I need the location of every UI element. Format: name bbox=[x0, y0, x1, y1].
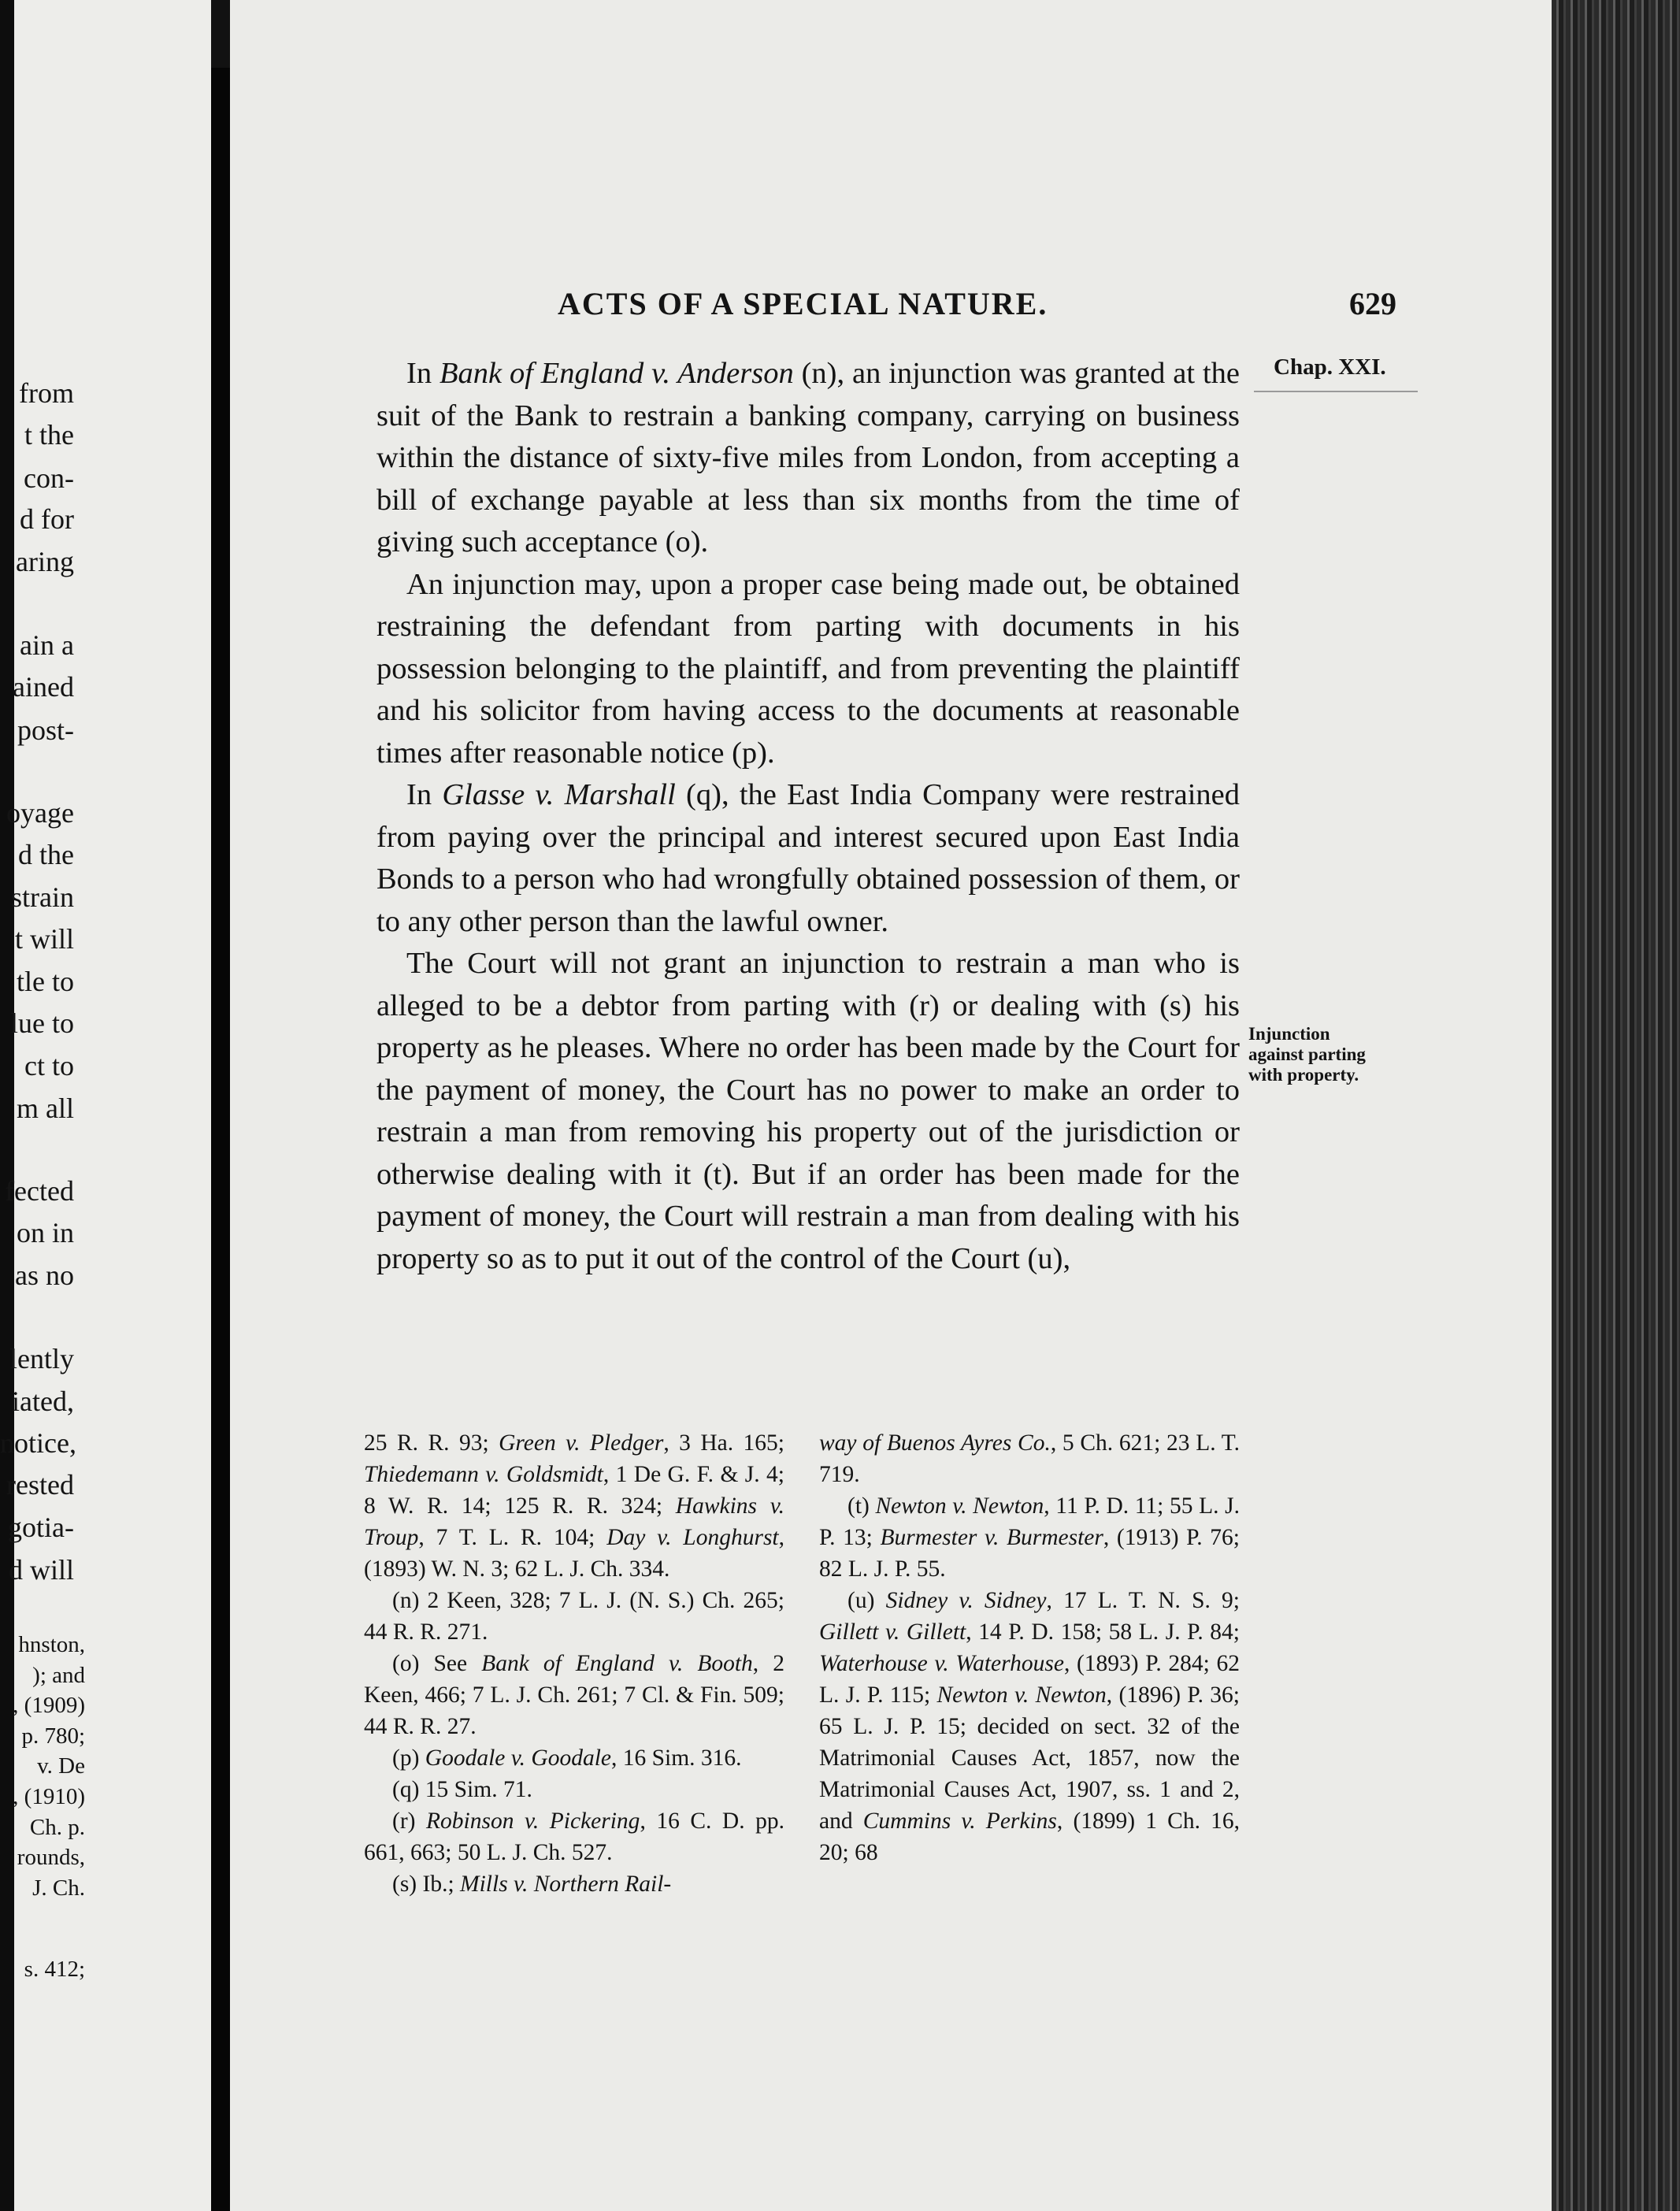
paragraph: In Glasse v. Marshall (q), the East India Company were restrained from paying over the principal and interest secured upon East India Bonds to a person who had wrongfully obtained possession of them, or to any other person than the lawful owner. bbox=[376, 778, 1240, 938]
facing-page-line: t will bbox=[14, 923, 74, 955]
facing-page-line: ained bbox=[13, 671, 74, 703]
footnote: (u) Sidney v. Sidney, 17 L. T. N. S. 9; Gillett v. Gillett, 14 P. D. 158; 58 L. J. P. 84; Waterhouse v. Waterhouse, (1893) P. 284; 62 L. J. P. 115; Newton v. Newton, (1896) P. 36; 65 L. J. P. 15; decided on sect. 32 of the Matrimonial Causes Act, 1857, now the Matrimonial Causes Act, 1907, ss. 1 and 2, and Cummins v. Perkins, (1899) 1 Ch. 16, 20; 68 bbox=[819, 1588, 1241, 1865]
facing-page-line: tle to bbox=[17, 966, 74, 997]
facing-page-footnote-line: p. 780; bbox=[21, 1723, 85, 1749]
footnote: (p) Goodale v. Goodale, 16 Sim. 316. bbox=[392, 1745, 742, 1771]
facing-page-footnote-line: J. Ch. bbox=[32, 1875, 85, 1901]
page-edges bbox=[1552, 0, 1680, 2211]
facing-page-footnote-line: s. 412; bbox=[24, 1957, 85, 1982]
paragraph: An injunction may, upon a proper case being made out, be obtained restraining the defendant from parting with documents in his possession belonging to the plaintiff, and from preventing the plaintiff and his solicitor from having access to the documents at reasonable times after reasonable notice (p). bbox=[376, 567, 1240, 770]
facing-page-line: post- bbox=[17, 714, 74, 746]
facing-page-footnote-line: hnston, bbox=[18, 1632, 85, 1657]
facing-page-line: d the bbox=[18, 839, 74, 870]
side-note bbox=[1248, 1024, 1414, 1085]
facing-page-footnote-line: Ch. p. bbox=[29, 1815, 85, 1840]
body-text bbox=[376, 353, 1240, 1280]
footnote: (n) 2 Keen, 328; 7 L. J. (N. S.) Ch. 265; 44 R. R. 271. bbox=[364, 1588, 784, 1645]
side-note-line: with property. bbox=[1248, 1065, 1359, 1085]
footnotes-left-column bbox=[364, 1427, 784, 1900]
facing-page-line: con- bbox=[24, 462, 74, 494]
side-note-line: against parting bbox=[1248, 1044, 1366, 1064]
facing-page-line: from bbox=[19, 377, 74, 409]
facing-page-footnote-line: , (1909) bbox=[13, 1693, 85, 1718]
facing-page-line: lue to bbox=[10, 1007, 74, 1039]
footnotes-right-column bbox=[819, 1427, 1240, 1868]
case-name: Bank of England v. Anderson bbox=[439, 357, 794, 390]
facing-page-line: d for bbox=[20, 503, 74, 535]
footnote: (r) Robinson v. Pickering, 16 C. D. pp. 661, 663; 50 L. J. Ch. 527. bbox=[364, 1808, 784, 1865]
chapter-rule bbox=[1254, 391, 1418, 392]
footnote: (q) 15 Sim. 71. bbox=[392, 1777, 532, 1802]
running-title: ACTS OF A SPECIAL NATURE. bbox=[558, 286, 1048, 321]
facing-page-line: notice, bbox=[0, 1427, 76, 1459]
paragraph: In Bank of England v. Anderson (n), an injunction was granted at the suit of the Bank to restrain a banking company, carrying on business within the distance of sixty-five miles from London, from accepting a bill of exchange payable at less than six months from the time of giving such acceptance (o). bbox=[376, 357, 1240, 558]
facing-page-line: on in bbox=[16, 1217, 74, 1248]
facing-page-footnote-line: ); and bbox=[32, 1663, 85, 1688]
facing-page-line: d will bbox=[8, 1554, 74, 1586]
facing-page-footnote-line: v. De bbox=[37, 1753, 85, 1779]
facing-page-line: ct to bbox=[24, 1050, 74, 1081]
paragraph: The Court will not grant an injunction to restrain a man who is alleged to be a debtor from parting with (r) or dealing with (s) his property as he pleases. Where no order has been made by the Court for the payment of money, the Court has no power to make an order to restrain a man from removing his property out of the jurisdiction or otherwise dealing with it (t). But if an order has been made for the payment of money, the Court will restrain a man from dealing with his property so as to put it out of the control of the Court (u), bbox=[376, 947, 1240, 1275]
footnote: (s) Ib.; Mills v. Northern Rail- bbox=[392, 1872, 672, 1897]
facing-page-line: t the bbox=[24, 419, 74, 451]
facing-page-line: iated, bbox=[12, 1386, 74, 1417]
facing-page-line: ain a bbox=[20, 629, 74, 661]
facing-page-line: fected bbox=[5, 1175, 74, 1207]
chapter-marginal-note: Chap. XXI. bbox=[1274, 354, 1386, 380]
facing-page-footnote-line: , (1910) bbox=[13, 1784, 85, 1809]
facing-page-line: gotia- bbox=[8, 1512, 74, 1543]
facing-page-line: oyage bbox=[6, 797, 74, 829]
facing-page-line: m all bbox=[17, 1093, 74, 1124]
book-gutter bbox=[211, 0, 230, 2211]
facing-page bbox=[0, 0, 211, 2211]
footnote: (t) Newton v. Newton, 11 P. D. 11; 55 L. J. P. 13; Burmester v. Burmester, (1913) P. 76; 82 L. J. P. 55. bbox=[819, 1493, 1241, 1582]
facing-page-line: lently bbox=[9, 1343, 74, 1374]
side-note-line: Injunction bbox=[1248, 1024, 1330, 1044]
facing-page-line: strain bbox=[11, 881, 74, 913]
footnote: way of Buenos Ayres Co., 5 Ch. 621; 23 L. T. 719. bbox=[819, 1430, 1240, 1487]
facing-page-line: as no bbox=[15, 1259, 74, 1291]
footnote: (o) See Bank of England v. Booth, 2 Keen, 466; 7 L. J. Ch. 261; 7 Cl. & Fin. 509; 44 R. R. 27. bbox=[364, 1651, 784, 1739]
case-name: Glasse v. Marshall bbox=[442, 778, 676, 811]
footnote: 25 R. R. 93; Green v. Pledger, 3 Ha. 165; Thiedemann v. Goldsmidt, 1 De G. F. & J. 4; 8 W. R. 14; 125 R. R. 324; Hawkins v. Troup, 7 T. L. R. 104; Day v. Longhurst, (1893) W. N. 3; 62 L. J. Ch. 334. bbox=[364, 1430, 785, 1582]
page-number: 629 bbox=[1349, 286, 1396, 321]
facing-page-line: aring bbox=[16, 546, 74, 577]
facing-page-footnote-line: rounds, bbox=[17, 1845, 85, 1870]
facing-page-line: rested bbox=[6, 1469, 74, 1501]
